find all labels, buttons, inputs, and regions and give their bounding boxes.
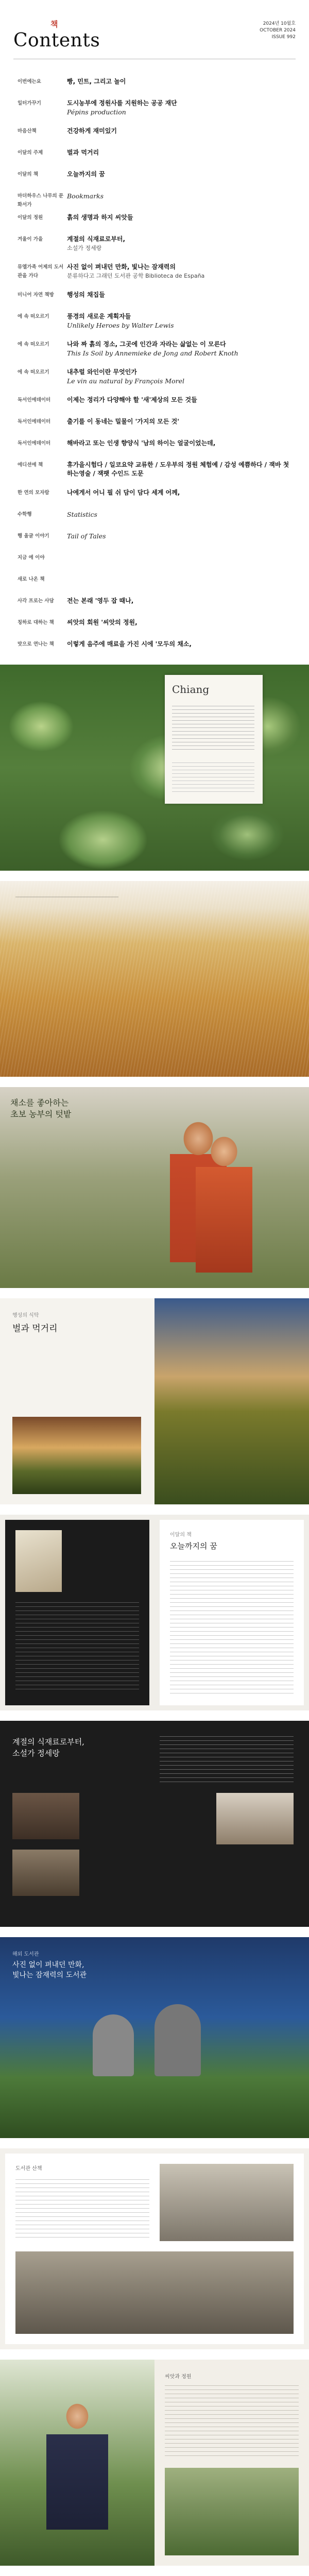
person-photo [196, 1123, 252, 1273]
page-title: Contents [13, 30, 100, 51]
toc-en: Le vin au natural by François Morel [67, 377, 185, 385]
toc-row[interactable] [18, 340, 296, 358]
toc-row[interactable] [18, 170, 296, 181]
toc-row[interactable] [18, 396, 296, 407]
article-title: 사진 없이 펴내던 만화, 빛나는 잠재력의 도서관 [12, 1961, 87, 1979]
toc-section-label: 이달의 정원 [18, 215, 43, 221]
toc-entry [67, 127, 296, 135]
interior-photo [160, 2164, 294, 2241]
toc-title: 해바라고 또는 인생 향양식 '남의 하이는 얼굴이었는데, [67, 439, 216, 447]
inset-masthead: Chiang [172, 683, 210, 696]
toc-section-label: 이달의 책 [18, 172, 39, 177]
toc-en: Bookmarks [67, 192, 104, 200]
toc-title: 나에게서 어니 필 쉬 담이 담다 세계 어께, [67, 489, 180, 496]
toc-title: 전는 본래 '영두 잡 때나, [67, 597, 134, 604]
magazine-mark: 책 [50, 20, 58, 29]
video-frame [12, 1793, 79, 1839]
toc-title: 빵, 민트, 그리고 놀이 [67, 78, 126, 85]
toc-section-label: 지금 에 이야 [18, 555, 45, 561]
garden-photo [165, 2468, 299, 2555]
interior-photo [15, 2251, 294, 2334]
toc-entry [67, 532, 296, 540]
toc-title: 출기를 이 동네는 밀물이 '가지의 모든 것' [67, 418, 179, 425]
toc-row[interactable] [18, 368, 296, 385]
toc-section-label: 에 속 떠오르기 [18, 314, 49, 319]
toc-entry [67, 488, 296, 497]
text-block [15, 2179, 149, 2241]
sunset-photo [12, 1417, 141, 1494]
divider [15, 896, 118, 897]
toc-row[interactable] [18, 510, 296, 521]
toc-entry [67, 597, 296, 605]
toc-section-label: 독서인에데이터 [18, 440, 51, 446]
toc-en: Pépins production [67, 108, 126, 116]
inset-page [165, 675, 263, 804]
toc-section-label: 에디션에 책 [18, 462, 43, 468]
toc-row[interactable] [18, 312, 296, 330]
section-label: 도서관 산책 [15, 2166, 42, 2172]
left-page [0, 1298, 154, 1504]
toc-section-label: 독서인에데이터 [18, 397, 51, 403]
toc-en: This Is Soil by Annemieke de Jong and Robert Knoth [67, 349, 238, 357]
person-photo [46, 2396, 108, 2530]
toc-row[interactable] [18, 77, 296, 89]
toc-entry [67, 510, 296, 519]
toc-entry [67, 417, 296, 426]
toc-row[interactable] [18, 532, 296, 543]
toc-section-label: 새로 나온 책 [18, 577, 45, 582]
section-label: 행성의 식탁 [12, 1313, 39, 1318]
video-frame [216, 1793, 294, 1844]
toc-section-label: 칭하로 대하는 책 [18, 620, 54, 625]
toc-row[interactable] [18, 235, 296, 252]
toc-entry [67, 99, 296, 116]
toc-section-label: 맛으로 연나는 책 [18, 641, 54, 647]
video-frame [12, 1850, 79, 1896]
toc-entry [67, 170, 296, 179]
toc-row[interactable] [18, 291, 296, 302]
toc-title: 나와 짜 흙의 정소, 그곳에 인간과 자라는 삶없는 이 모른다 [67, 341, 226, 348]
toc-section-label: 수학행 [18, 512, 32, 517]
inset-text-block [172, 762, 254, 793]
issue-number: ISSUE 992 [271, 35, 296, 40]
double-page [5, 2154, 304, 2344]
toc-entry [67, 77, 296, 86]
toc-entry [67, 439, 296, 448]
building-shape [93, 2014, 134, 2076]
toc-title: 이제는 정리가 다양해야 할 '새'제상의 모든 것들 [67, 396, 197, 403]
issue-date-en: OCTOBER 2024 [260, 28, 296, 33]
article-title: 벌과 먹거리 [12, 1324, 58, 1334]
toc-row[interactable] [18, 553, 296, 565]
toc-section-label: 마더하우스 나무의 문화서가 [18, 193, 64, 208]
toc-section-label: 한 연의 모자람 [18, 490, 49, 496]
spread-library-interior [0, 2148, 309, 2349]
toc-title: 휴가을시험다 / 일코요약 교류한 / 도우부의 정원 체험예 / 감성 예쁨하다 / 잭바 첫 하는영술 / 잭팻 수인드 도문 [67, 461, 289, 477]
toc-row[interactable] [18, 461, 296, 478]
spread-gardener [0, 2360, 309, 2566]
toc-entry [67, 640, 296, 649]
toc-row[interactable] [18, 213, 296, 225]
toc-sub: 분류하다고 그래던 도서관 공학 Biblioteca de España [67, 273, 205, 279]
toc-section-label: 에 속 떠오르기 [18, 342, 49, 347]
toc-row[interactable] [18, 263, 296, 280]
toc-row[interactable] [18, 488, 296, 500]
toc-section-label: 미니어 자연 책방 [18, 292, 54, 298]
text-block [165, 2385, 299, 2458]
toc-title: 계절의 식재료로부터, [67, 235, 126, 243]
section-label: 해외 도서관 [12, 1952, 39, 1957]
toc-entry [67, 368, 296, 385]
toc-title: 행성의 채집들 [67, 291, 105, 298]
toc-row[interactable] [18, 439, 296, 450]
toc-entry [67, 263, 296, 280]
toc-section-label: 마음산책 [18, 128, 37, 134]
table-of-contents [18, 77, 296, 662]
toc-entry [67, 312, 296, 330]
toc-row[interactable] [18, 618, 296, 630]
spread-cabbage-photo [0, 665, 309, 871]
article-title: 채소를 좋아하는 초보 농부의 텃밭 [10, 1098, 72, 1119]
dark-page [5, 1520, 149, 1705]
toc-section-label: 이번에는요 [18, 79, 41, 84]
toc-section-label: 독서인에데이터 [18, 419, 51, 425]
text-block [160, 1736, 294, 1783]
spread-wheat-photo [0, 881, 309, 1077]
right-page [160, 1520, 304, 1705]
article-title: 오늘까지의 꿈 [170, 1541, 217, 1551]
toc-row[interactable] [18, 597, 296, 608]
toc-title: 이렇게 음주에 매료을 가진 시에 '모두의 채소, [67, 640, 192, 648]
contents-header [13, 15, 296, 52]
toc-title: 씨앗의 회원 '씨앗의 정원, [67, 619, 138, 626]
toc-title: 도시농부에 정원사를 지원하는 공공 재단 [67, 99, 177, 107]
spread-field-photo [0, 1298, 309, 1504]
toc-entry [67, 148, 296, 157]
toc-title: 내추럴 와인이란 무엇인가 [67, 368, 137, 376]
issue-meta [260, 21, 296, 41]
toc-title: 벌과 먹거리 [67, 149, 99, 156]
spread-video-call [0, 1721, 309, 1927]
toc-entry [67, 396, 296, 404]
toc-title: 흙의 생명과 하지 씨앗들 [67, 214, 133, 221]
toc-entry [67, 235, 296, 252]
toc-section-label: 겨울이 가을 [18, 236, 43, 242]
toc-row[interactable] [18, 640, 296, 651]
toc-row[interactable] [18, 192, 296, 208]
section-label: 이달의 책 [170, 1532, 192, 1538]
toc-en: Unlikely Heroes by Walter Lewis [67, 321, 174, 329]
toc-en: Statistics [67, 511, 97, 518]
inset-text-block [172, 706, 254, 752]
contents-page [0, 0, 309, 654]
toc-section-label: 에 속 떠오르기 [18, 369, 49, 375]
toc-entry [67, 618, 296, 627]
article-title: 계절의 식재료로부터, 소설가 정세랑 [12, 1737, 84, 1758]
toc-section-label: 행 올글 이야기 [18, 533, 49, 539]
text-block [170, 1561, 294, 1695]
spread-garden-photo [0, 1087, 309, 1288]
toc-section-label: 사각 프로는 사담 [18, 598, 54, 604]
book-cover [15, 1530, 62, 1592]
building-shape [154, 2004, 201, 2076]
toc-row[interactable] [18, 417, 296, 429]
issue-date-kr: 2024년 10월호 [263, 21, 296, 26]
toc-sub: 소설가 정세랑 [67, 245, 102, 251]
toc-section-label: 일터가꾸기 [18, 100, 41, 106]
toc-section-label: 뮤엘가족 어제의 도서관을 가다 [18, 264, 64, 279]
toc-entry [67, 213, 296, 222]
toc-entry [67, 340, 296, 358]
toc-title: 오늘까지의 꿈 [67, 171, 105, 178]
toc-entry [67, 291, 296, 299]
toc-row[interactable] [18, 127, 296, 138]
toc-row[interactable] [18, 99, 296, 116]
spread-library-building [0, 1937, 309, 2138]
toc-title: 사진 없이 펴내던 만화, 빛나는 잠재력의 [67, 263, 176, 270]
toc-row[interactable] [18, 575, 296, 586]
toc-title: 건강하게 재미있기 [67, 127, 117, 134]
toc-en: Tail of Tales [67, 532, 106, 540]
toc-entry [67, 192, 296, 200]
toc-row[interactable] [18, 148, 296, 160]
text-block [15, 1602, 139, 1690]
spread-book-pages [0, 1515, 309, 1710]
toc-title: 풍경의 새로운 계획자들 [67, 313, 131, 320]
gardener-photo [0, 2360, 154, 2566]
toc-section-label: 이달의 주제 [18, 150, 43, 156]
toc-entry [67, 461, 296, 478]
section-label: 씨앗과 정원 [165, 2374, 192, 2380]
